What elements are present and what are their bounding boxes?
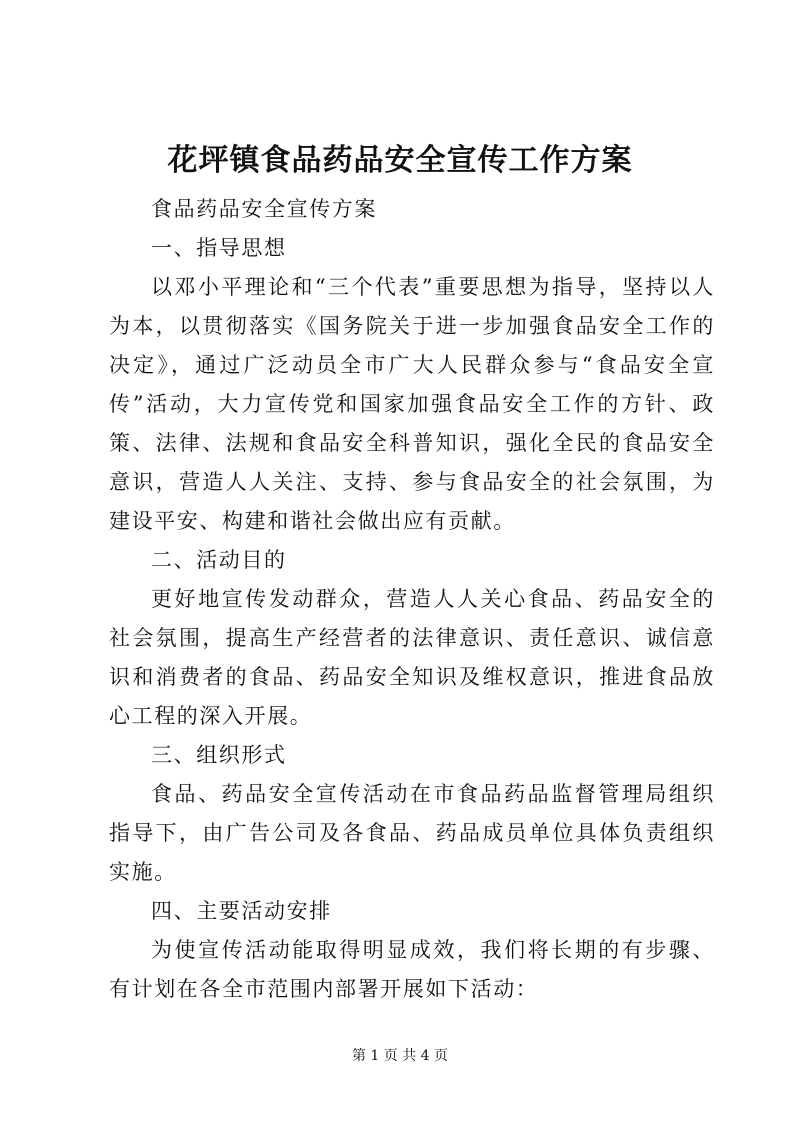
paragraph-guiding-ideology: 以邓小平理论和“三个代表”重要思想为指导，坚持以人为本，以贯彻落实《国务院关于进一步加强食品安全工作的决定》，通过广泛动员全市广大人民群众参与“食品安全宣传”活动，大力宣传党和国家加强食品安全工作的方针、政策、法律、法规和食品安全科普知识，强化全民的食品安全意识，营造人人关注、支持、参与食品安全的社会氛围，为建设平安、构建和谐社会做出应有贡献。 xyxy=(109,275,715,533)
section-heading-3: 三、组织形式 xyxy=(151,743,287,767)
page-footer: 第 1 页 共 4 页 xyxy=(351,1048,449,1064)
paragraph-activity-arrangement: 为使宣传活动能取得明显成效，我们将长期的有步骤、有计划在各全市范围内部署开展如下活动： xyxy=(109,938,715,1001)
document-body xyxy=(109,190,715,1009)
paragraph-subtitle: 食品药品安全宣传方案 xyxy=(151,197,377,221)
section-heading-2: 二、活动目的 xyxy=(151,548,287,572)
section-heading-1: 一、指导思想 xyxy=(151,236,287,260)
section-heading-4: 四、主要活动安排 xyxy=(151,899,332,923)
paragraph-activity-purpose: 更好地宣传发动群众，营造人人关心食品、药品安全的社会氛围，提高生产经营者的法律意识、责任意识、诚信意识和消费者的食品、药品安全知识及维权意识，推进食品放心工程的深入开展。 xyxy=(109,587,715,728)
paragraph-organization-form: 食品、药品安全宣传活动在市食品药品监督管理局组织指导下，由广告公司及各食品、药品成员单位具体负责组织实施。 xyxy=(109,782,715,884)
document-title: 花坪镇食品药品安全宣传工作方案 xyxy=(167,143,633,178)
